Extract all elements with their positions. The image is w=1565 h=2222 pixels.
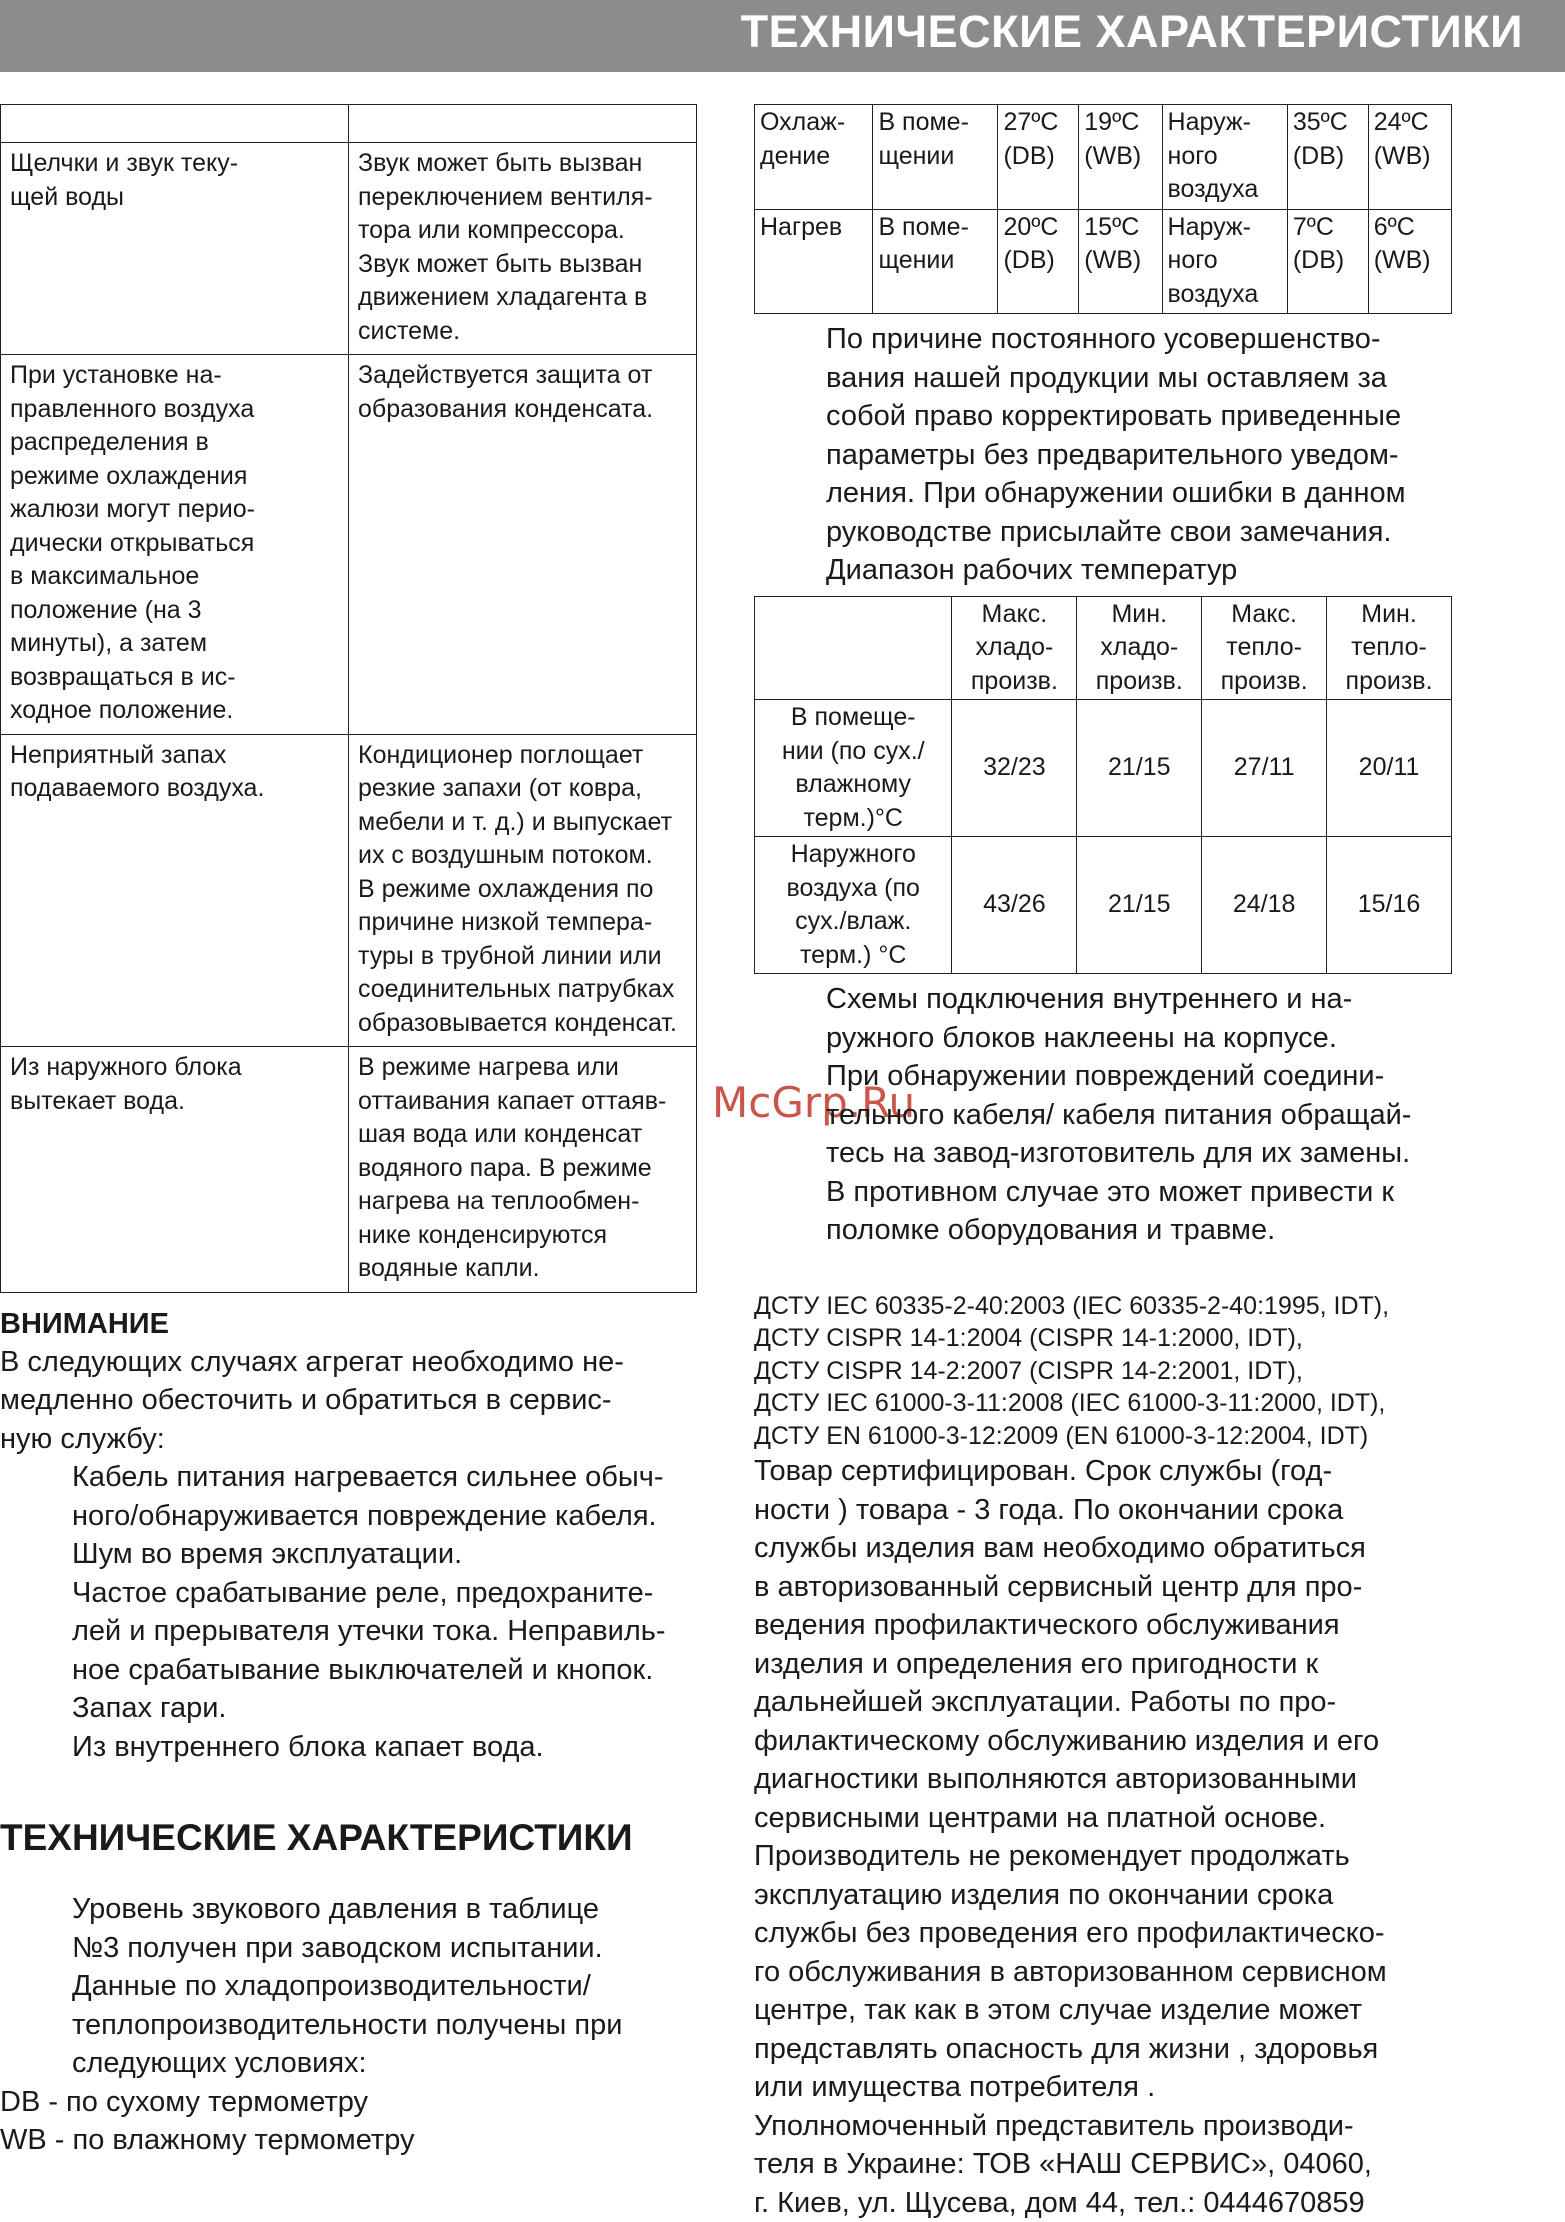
- db-definition: DB - по сухому термометру: [0, 2085, 369, 2118]
- range-cell: [1077, 700, 1202, 837]
- explanation-text: В режиме нагрева или: [358, 1053, 619, 1081]
- standard-line-line: ДСТУ CISPR 14-2:2007 (CISPR 14-2:2001, IDT),: [754, 1356, 1303, 1385]
- warning-item-line: Запах гари.: [72, 1692, 227, 1724]
- damage-text-line: тельного кабеля/ кабеля питания обращай-: [826, 1098, 1412, 1131]
- certification-text-line: или имущества потребителя .: [754, 2071, 1156, 2104]
- symptom-cell: [1, 355, 349, 735]
- explanation-text: шая вода или конденсат: [358, 1120, 643, 1148]
- range-header-cell: [1202, 596, 1327, 700]
- range-cell-text: терм.)°C: [803, 803, 903, 832]
- warning-item-line: ного/обнаруживается повреждение кабеля.: [72, 1499, 657, 1532]
- range-cell: [1327, 837, 1452, 974]
- conditions-cell: [998, 209, 1079, 314]
- conditions-cell-text: 35ºC: [1292, 108, 1348, 136]
- conditions-cell-text: (DB): [1003, 246, 1055, 274]
- schemes-text-line: Схемы подключения внутреннего и на-: [826, 983, 1353, 1015]
- warning-list: [0, 1458, 698, 1766]
- explanation-cell: [349, 1047, 697, 1293]
- specs-text-line: Уровень звукового давления в таблице: [72, 1893, 600, 1925]
- explanation-text: соединительных патрубках: [358, 975, 675, 1003]
- range-header-cell: [952, 596, 1077, 700]
- conditions-cell-text: Нагрев: [760, 212, 843, 241]
- damage-text-line: При обнаружении повреждений соедини-: [826, 1060, 1385, 1092]
- warning-intro-text-line: В следующих случаях агрегат необходимо не-: [0, 1345, 624, 1378]
- symptom-text: дически открываться: [10, 528, 255, 557]
- certification-text-line: Производитель не рекомендует продолжать: [754, 1840, 1350, 1873]
- range-header-text: тепло-: [1226, 633, 1302, 661]
- conditions-cell-text: 19ºC: [1084, 108, 1140, 136]
- conditions-cell-text: (DB): [1003, 141, 1055, 170]
- specs-paragraph-1: [0, 1890, 698, 1967]
- warning-item-line: Шум во время эксплуатации.: [72, 1538, 463, 1570]
- conditions-cell: [1162, 209, 1287, 314]
- conditions-cell-text: 20ºC: [1003, 212, 1059, 241]
- warning-intro-text-line: медленно обесточить и обратиться в сервис-: [0, 1384, 612, 1416]
- explanation-text: нике конденсируются: [358, 1220, 608, 1249]
- table-row: [1, 143, 697, 355]
- explanation-text: образования конденсата.: [358, 394, 654, 423]
- representative-paragraph: [754, 2107, 1452, 2222]
- conditions-cell: [1368, 105, 1451, 210]
- explanation-text: оттаивания капает оттаяв-: [358, 1086, 667, 1115]
- warning-title: ВНИМАНИЕ: [0, 1307, 169, 1340]
- table-header-row: [1, 105, 697, 143]
- certification-text: [754, 1452, 1452, 2107]
- explanation-text: их с воздушным потоком.: [358, 841, 653, 869]
- explanation-text: резкие запахи (от ковра,: [358, 774, 642, 802]
- symptom-cell: [1, 734, 349, 1047]
- certification-text-line: службы изделия вам необходимо обратиться: [754, 1532, 1366, 1565]
- explanation-text: водяного пара. В режиме: [358, 1153, 652, 1182]
- conditions-cell: [1079, 209, 1162, 314]
- certification-text-line: изделия и определения его пригодности к: [754, 1647, 1319, 1680]
- range-header-text: произв.: [1220, 666, 1308, 695]
- warning-item-line: Из внутреннего блока капает вода.: [72, 1730, 544, 1763]
- wb-definition: WB - по влажному термометру: [0, 2124, 415, 2156]
- damage-text-line: тесь на завод-изготовитель для их замены.: [826, 1137, 1411, 1169]
- range-header-text: тепло-: [1351, 633, 1427, 661]
- explanation-text: переключением вентиля-: [358, 182, 653, 211]
- notice-text-line: вания нашей продукции мы оставляем за: [826, 361, 1387, 394]
- schemes-paragraph: [754, 980, 1452, 1057]
- conditions-cell: [1368, 209, 1451, 314]
- symptom-text: При установке на-: [10, 361, 222, 389]
- conditions-cell-text: ного: [1167, 141, 1218, 170]
- explanation-text: водяные капли.: [358, 1254, 540, 1282]
- warning-intro-text-line: ную службу:: [0, 1422, 165, 1455]
- specs-text-line: №3 получен при заводском испытании.: [72, 1931, 603, 1964]
- representative-text-line: г. Киев, ул. Щусева, дом 44, тел.: 0444670859: [754, 2186, 1365, 2219]
- specs-section-title: ТЕХНИЧЕСКИЕ ХАРАКТЕРИСТИКИ: [0, 1817, 633, 1858]
- range-cell-text: Наружного: [790, 840, 916, 868]
- range-header-cell: [1327, 596, 1452, 700]
- conditions-cell-text: (WB): [1373, 141, 1431, 170]
- conditions-cell: [1079, 105, 1162, 210]
- range-header-text: Макс.: [981, 599, 1048, 628]
- range-cell-text: 21/15: [1107, 890, 1171, 919]
- conditions-cell-text: 27ºC: [1003, 108, 1059, 136]
- range-cell-text: 20/11: [1358, 753, 1420, 782]
- conditions-cell-text: (DB): [1292, 141, 1345, 170]
- conditions-cell-text: В поме-: [878, 108, 969, 136]
- explanation-text: мебели и т. д.) и выпускает: [358, 807, 673, 836]
- range-cell: [1077, 837, 1202, 974]
- range-header-text: хладо-: [975, 633, 1054, 661]
- conditions-row: [755, 105, 1452, 210]
- table-header-cell: [1, 105, 349, 143]
- explanation-cell: [349, 355, 697, 735]
- range-title: Диапазон рабочих температур: [826, 554, 1238, 586]
- certification-text-line: службы без проведения его профилактическо-: [754, 1917, 1385, 1950]
- test-conditions-table: [754, 104, 1452, 314]
- certification-text-line: центре, так как в этом случае изделие может: [754, 1994, 1362, 2027]
- table-row: [1, 355, 697, 735]
- conditions-cell-text: Наруж-: [1167, 212, 1251, 241]
- page-header-title: ТЕХНИЧЕСКИЕ ХАРАКТЕРИСТИКИ: [740, 6, 1523, 57]
- warning-intro: [0, 1343, 698, 1459]
- symptom-text: Из наружного блока: [10, 1053, 242, 1081]
- range-header-text: Мин.: [1361, 599, 1417, 628]
- specs-text-line: следующих условиях:: [72, 2047, 367, 2079]
- notice-text-line: руководстве присылайте свои замечания.: [826, 515, 1392, 548]
- certification-text-line: эксплуатацию изделия по окончании срока: [754, 1878, 1334, 1911]
- representative-text: [754, 2107, 1452, 2222]
- notice-text-line: По причине постоянного усовершенство-: [826, 323, 1381, 355]
- range-cell: [755, 837, 952, 974]
- conditions-row: [755, 209, 1452, 314]
- symptom-cell: [1, 1047, 349, 1293]
- table-header-cell: [349, 105, 697, 143]
- certification-text-line: дальнейшей эксплуатации. Работы по про-: [754, 1686, 1337, 1719]
- certification-text-line: ведения профилактического обслуживания: [754, 1609, 1340, 1642]
- specs-paragraph-2: [0, 1967, 698, 2083]
- range-cell: [952, 700, 1077, 837]
- warning-item: [0, 1574, 698, 1690]
- standards-list: [754, 1290, 1452, 1453]
- symptom-text: подаваемого воздуха.: [10, 774, 265, 802]
- range-header-cell: [1077, 596, 1202, 700]
- explanation-cell: [349, 734, 697, 1047]
- damage-text-line: поломке оборудования и травме.: [826, 1214, 1276, 1246]
- range-cell-text: 32/23: [983, 753, 1046, 782]
- specs-text-line: Данные по хладопроизводительности/: [72, 1970, 591, 2002]
- range-header-text: произв.: [1095, 666, 1183, 695]
- conditions-cell: [873, 209, 998, 314]
- conditions-cell-text: 24ºC: [1373, 108, 1429, 136]
- conditions-cell: [755, 105, 873, 210]
- explanation-cell: [349, 143, 697, 355]
- explanation-text: Звук может быть вызван: [358, 249, 643, 278]
- specs-text: [0, 1890, 698, 1967]
- certification-text-line: диагностики выполняются авторизованными: [754, 1763, 1357, 1796]
- range-header-text: хладо-: [1100, 633, 1179, 661]
- range-cell-text: 27/11: [1233, 753, 1295, 782]
- warning-item: [0, 1689, 698, 1728]
- range-cell: [1327, 700, 1452, 837]
- conditions-cell: [1287, 105, 1368, 210]
- symptom-text: в максимальное: [10, 562, 200, 590]
- symptom-text: ходное положение.: [10, 696, 234, 724]
- certification-text-line: Товар сертифицирован. Срок службы (год-: [754, 1455, 1333, 1488]
- conditions-cell-text: ного: [1167, 246, 1218, 274]
- conditions-cell-text: (WB): [1373, 246, 1431, 274]
- standard-line-line: ДСТУ IEC 61000-3-11:2008 (IEC 61000-3-11:2000, IDT),: [754, 1389, 1386, 1418]
- troubleshooting-table: [0, 104, 697, 1293]
- warning-item-line: Частое срабатывание реле, предохраните-: [72, 1576, 654, 1609]
- warning-item-line: ное срабатывание выключателей и кнопок.: [72, 1653, 654, 1686]
- table-row: [1, 1047, 697, 1293]
- range-row: [755, 700, 1452, 837]
- symptom-text: правленного воздуха: [10, 394, 255, 423]
- explanation-text: Кондиционер поглощает: [358, 740, 644, 769]
- damage-paragraph: [754, 1057, 1452, 1250]
- range-header-text: произв.: [1345, 666, 1433, 695]
- left-column: [0, 104, 698, 2160]
- symptom-text: распределения в: [10, 428, 209, 456]
- warning-item: [0, 1728, 698, 1767]
- conditions-cell-text: щении: [878, 141, 955, 170]
- warning-intro-text: [0, 1343, 698, 1459]
- range-cell: [1202, 700, 1327, 837]
- notice-text-line: параметры без предварительного уведом-: [826, 438, 1399, 471]
- right-column: [754, 104, 1452, 2222]
- range-header-row: [755, 596, 1452, 700]
- warning-item-line: Кабель питания нагревается сильнее обыч-: [72, 1461, 664, 1493]
- schemes-text-line: ружного блоков наклеены на корпусе.: [826, 1021, 1337, 1054]
- range-header-text: Макс.: [1231, 599, 1297, 628]
- symptom-text: Неприятный запах: [10, 740, 227, 769]
- standard-line-line: ДСТУ CISPR 14-1:2004 (CISPR 14-1:2000, IDT),: [754, 1324, 1303, 1353]
- range-cell-text: В помеще-: [790, 703, 916, 731]
- range-header-text: Мин.: [1111, 599, 1168, 628]
- conditions-cell: [755, 209, 873, 314]
- warning-item: [0, 1535, 698, 1574]
- range-cell-text: 24/18: [1232, 890, 1296, 919]
- conditions-cell: [1162, 105, 1287, 210]
- header-bar: [0, 0, 1565, 72]
- symptom-text: жалюзи могут перио-: [10, 495, 255, 523]
- range-row: [755, 837, 1452, 974]
- notice-text-line: собой право корректировать приведенные: [826, 400, 1402, 432]
- range-cell: [952, 837, 1077, 974]
- certification-text-line: ности ) товара - 3 года. По окончании срока: [754, 1493, 1344, 1526]
- notice-paragraph: [754, 320, 1452, 551]
- explanation-text: В режиме охлаждения по: [358, 874, 654, 903]
- symptom-text: положение (на 3: [10, 595, 202, 624]
- conditions-cell-text: (WB): [1084, 141, 1142, 170]
- certification-text-line: филактическому обслуживанию изделия и его: [754, 1724, 1380, 1757]
- range-cell-text: терм.) °C: [800, 940, 907, 969]
- range-cell-text: 21/15: [1107, 753, 1171, 782]
- conditions-cell-text: 6ºC: [1373, 212, 1415, 241]
- standard-line-line: ДСТУ EN 61000-3-12:2009 (EN 61000-3-12:2004, IDT): [754, 1421, 1369, 1450]
- symptom-text: возвращаться в ис-: [10, 662, 236, 691]
- conditions-cell-text: 7ºC: [1292, 212, 1334, 241]
- symptom-text: минуты), а затем: [10, 629, 208, 657]
- range-cell-text: нии (по сух./: [781, 736, 925, 765]
- specs-text-line: теплопроизводительности получены при: [72, 2008, 623, 2041]
- explanation-text: нагрева на теплообмен-: [358, 1187, 640, 1215]
- explanation-text: образовывается конденсат.: [358, 1008, 677, 1037]
- notice-text-line: ления. При обнаружении ошибки в данном: [826, 477, 1406, 509]
- conditions-cell-text: (WB): [1084, 246, 1142, 274]
- warning-item-line: лей и прерывателя утечки тока. Неправиль-: [72, 1615, 666, 1647]
- conditions-cell-text: (DB): [1292, 246, 1345, 274]
- conditions-cell-text: 15ºC: [1084, 212, 1140, 241]
- range-cell-text: 43/26: [983, 890, 1046, 919]
- range-header-cell: [755, 596, 952, 700]
- explanation-text: туры в трубной линии или: [358, 941, 662, 970]
- symptom-text: вытекает вода.: [10, 1086, 185, 1115]
- symptom-text: режиме охлаждения: [10, 461, 248, 490]
- explanation-text: движением хладагента в: [358, 283, 648, 311]
- certification-text-line: го обслуживания в авторизованном сервисном: [754, 1955, 1387, 1988]
- table-row: [1, 734, 697, 1047]
- conditions-cell-text: щении: [878, 246, 955, 274]
- range-cell: [755, 700, 952, 837]
- conditions-cell: [873, 105, 998, 210]
- conditions-cell-text: воздуха: [1167, 175, 1259, 203]
- range-cell-text: сух./влаж.: [795, 907, 912, 935]
- explanation-text: Задействуется защита от: [358, 361, 653, 389]
- watermark: McGrp.Ru: [712, 1078, 916, 1127]
- certification-text-line: представлять опасность для жизни , здоровья: [754, 2032, 1379, 2065]
- explanation-text: тора или компрессора.: [358, 216, 625, 244]
- conditions-cell-text: В поме-: [878, 212, 969, 241]
- certification-text-line: сервисными центрами на платной основе.: [754, 1801, 1327, 1834]
- range-cell-text: влажному: [795, 770, 912, 798]
- range-cell-text: 15/16: [1357, 890, 1421, 919]
- conditions-cell-text: Наруж-: [1167, 108, 1251, 136]
- standard-line-line: ДСТУ IEC 60335-2-40:2003 (IEC 60335-2-40:1995, IDT),: [754, 1291, 1390, 1320]
- symptom-text: Щелчки и звук теку-: [10, 149, 239, 177]
- range-header-text: произв.: [970, 666, 1058, 695]
- damage-text: [754, 1057, 1452, 1250]
- temperature-range-table: [754, 596, 1452, 975]
- representative-text-line: теля в Украине: ТОВ «НАШ СЕРВИС», 04060,: [754, 2148, 1372, 2181]
- range-cell: [1202, 837, 1327, 974]
- range-cell-text: воздуха (по: [786, 873, 920, 902]
- warning-item: [0, 1458, 698, 1535]
- specs-text: [0, 1967, 698, 2083]
- symptom-text: щей воды: [10, 182, 125, 211]
- conditions-cell-text: дение: [760, 141, 831, 170]
- certification-paragraph: [754, 1452, 1452, 2107]
- conditions-cell-text: воздуха: [1167, 279, 1259, 308]
- certification-text-line: в авторизованный сервисный центр для про-: [754, 1570, 1363, 1603]
- standard-line: [754, 1290, 1452, 1453]
- explanation-text: Звук может быть вызван: [358, 149, 643, 177]
- explanation-text: системе.: [358, 316, 461, 345]
- notice-text: [754, 320, 1452, 551]
- schemes-text: [754, 980, 1452, 1057]
- damage-text-line: В противном случае это может привести к: [826, 1175, 1395, 1208]
- conditions-cell: [998, 105, 1079, 210]
- conditions-cell-text: Охлаж-: [760, 108, 846, 136]
- symptom-cell: [1, 143, 349, 355]
- representative-text-line: Уполномоченный представитель производи-: [754, 2109, 1354, 2142]
- conditions-cell: [1287, 209, 1368, 314]
- explanation-text: причине низкой темпера-: [358, 908, 653, 936]
